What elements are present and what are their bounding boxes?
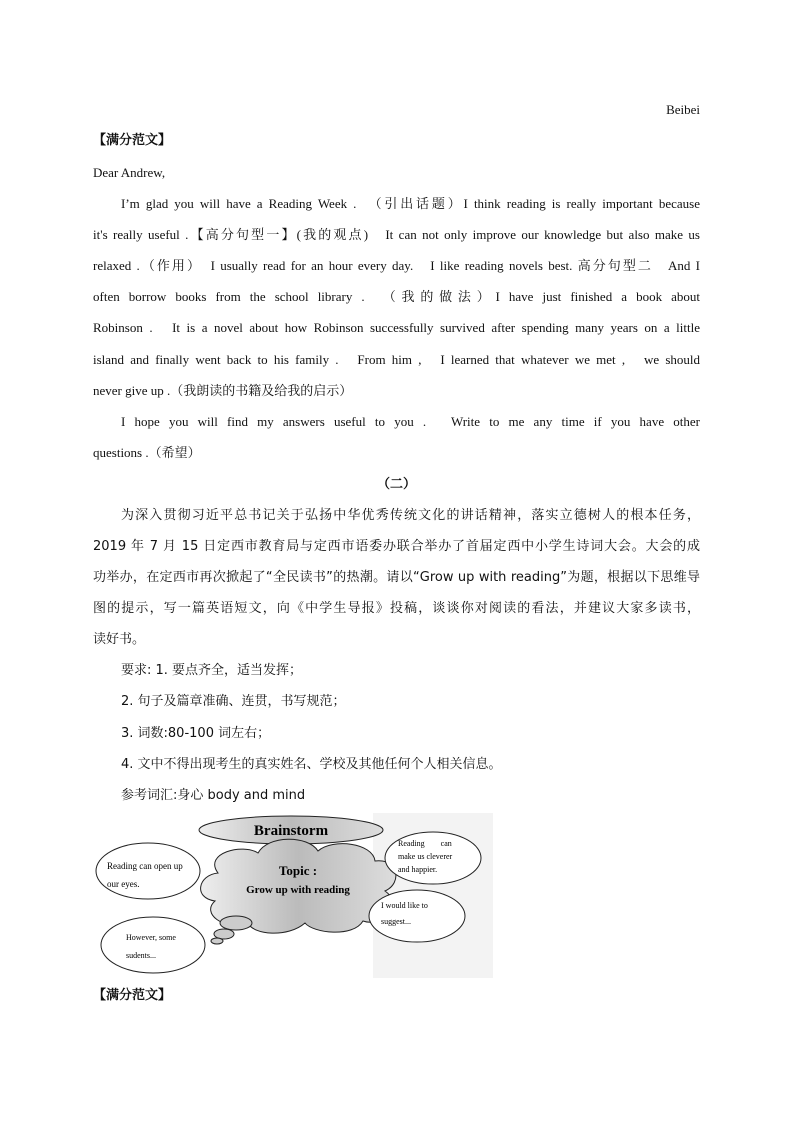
brainstorm-diagram [93, 813, 493, 978]
task-line: 2019 年 7 月 15 日定西市教育局与定西市语委办联合举办了首届定西中小学生诗词大会。大会的成 [93, 539, 700, 554]
para1-line: island and finally went back to his family . From him , I learned that whatever we met , we should [93, 352, 700, 367]
task-line: 图的提示，写一篇英语短文，向《中学生导报》投稿，谈谈你对阅读的看法，并建议大家多读书， [93, 601, 700, 616]
bubble-text: I would like to [381, 901, 428, 910]
task-line: 功举办，在定西市再次掀起了“全民读书”的热潮。请以“Grow up with reading”为题，根据以下思维导 [93, 570, 700, 585]
bubble-text: suggest... [381, 917, 411, 926]
author: Beibei [666, 102, 700, 117]
heading-model-essay-2: 【满分范文】 [93, 988, 172, 1003]
para1-line: I’m glad you will have a Reading Week . （引出话题）I think reading is really important because [121, 196, 700, 211]
reference-vocab: 参考词汇:身心 body and mind [121, 788, 306, 803]
para1-line: Robinson . It is a novel about how Robinson successfully survived after spending many years on a little [93, 320, 700, 335]
para2-line: questions .（希望） [93, 445, 201, 460]
para2-line: I hope you will find my answers useful to you . Write to me any time if you have other [121, 414, 700, 429]
requirement: 要求: 1. 要点齐全，适当发挥； [121, 663, 303, 678]
bubble-text: our eyes. [107, 879, 140, 889]
heading-model-essay: 【满分范文】 [93, 133, 172, 148]
bubble-text: sudents... [126, 951, 156, 960]
bubble-text: Reading can [398, 839, 452, 848]
requirement: 2. 句子及篇章准确、连贯，书写规范； [121, 694, 346, 709]
greeting: Dear Andrew, [93, 165, 166, 180]
requirement: 4. 文中不得出现考生的真实姓名、学校及其他任何个人相关信息。 [121, 757, 502, 772]
task-line: 读好书。 [93, 632, 146, 647]
task-line: 为深入贯彻习近平总书记关于弘扬中华优秀传统文化的讲话精神，落实立德树人的根本任务， [121, 508, 700, 523]
para1-line: often borrow books from the school library . （我的做法）I have just finished a book about [93, 289, 700, 304]
bubble-text: and happier. [398, 865, 438, 874]
bubble-text: However, some [126, 933, 176, 942]
topic-label: Topic : [278, 863, 318, 878]
brainstorm-title: Brainstorm [253, 823, 329, 839]
para1-line: it's really useful .【高分句型一】(我的观点) It can not only improve our knowledge but also make us [93, 227, 700, 242]
para1-line: never give up .（我朗读的书籍及给我的启示） [93, 383, 353, 398]
bubble-text: make us cleverer [398, 852, 453, 861]
topic-text: Grow up with reading [246, 884, 350, 896]
requirement: 3. 词数:80-100 词左右； [121, 726, 271, 741]
bubble-text: Reading can open up [107, 861, 183, 871]
section-title: （二） [376, 477, 416, 492]
para1-line: relaxed .（作用） I usually read for an hour every day. I like reading novels best. 高分句型二 And I [93, 258, 700, 273]
